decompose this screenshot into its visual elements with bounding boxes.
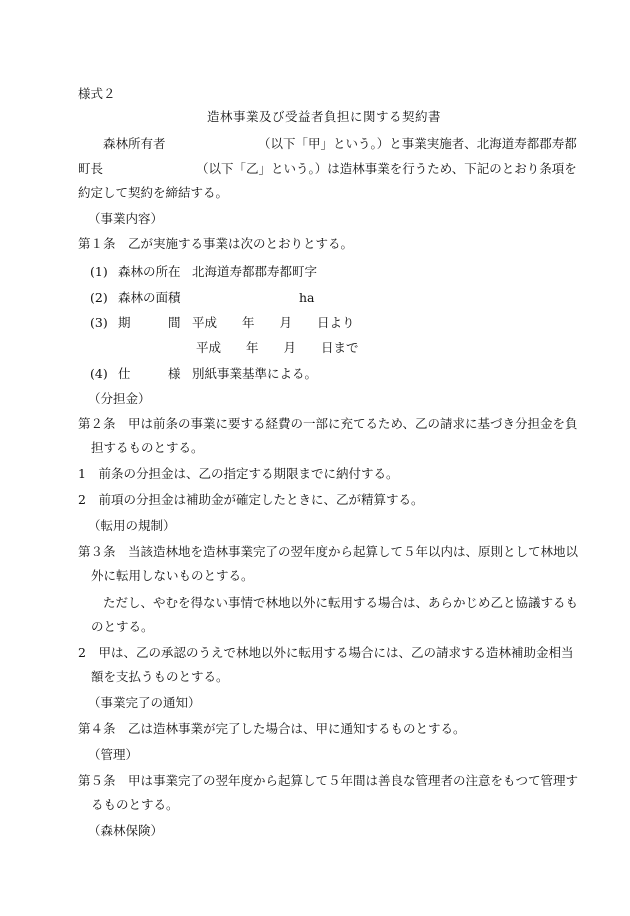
article-2-line: 担するものとする。	[91, 440, 204, 455]
paragraph: 2 前項の分担金は補助金が確定したときに、乙が精算する。	[78, 492, 424, 507]
item-label: 様	[168, 366, 181, 381]
item-unit: ha	[299, 290, 315, 305]
intro-line1-text: （以下「甲」という。）と事業実施者、北海道寿都郡寿都	[258, 136, 577, 151]
item-number: (1)	[90, 264, 108, 279]
item-label: 森林の所在	[118, 264, 181, 279]
item-label: 期	[118, 315, 131, 330]
article-2-line: 第２条 甲は前条の事業に要する経費の一部に充てるため、乙の請求に基づき分担金を負	[78, 416, 578, 431]
section-heading: （事業完了の通知）	[88, 695, 201, 710]
section-heading: （管理）	[88, 747, 139, 762]
section-heading: （事業内容）	[88, 211, 164, 226]
article-3-line: 外に転用しないものとする。	[91, 568, 254, 583]
section-heading: （転用の規制）	[88, 518, 176, 533]
article-5-line: 第５条 甲は事業完了の翌年度から起算して５年間は善良な管理者の注意をもつて管理す	[78, 773, 579, 788]
item-label: 間	[168, 315, 181, 330]
intro-line2-text: （以下「乙」という。）は造林事業を行うため、下記のとおり条項を	[196, 161, 577, 176]
item-label: 森林の面積	[118, 290, 181, 305]
section-heading: （森林保険）	[88, 823, 164, 838]
paragraph: 1 前条の分担金は、乙の指定する期限までに納付する。	[78, 466, 399, 481]
paragraph: 2 甲は、乙の承認のうえで林地以外に転用する場合には、乙の請求する造林補助金相当	[78, 645, 574, 660]
article-5-line: るものとする。	[91, 797, 179, 812]
article-3-line: ただし、やむを得ない事情で林地以外に転用する場合は、あらかじめ乙と協議するも	[103, 595, 579, 610]
paragraph: 額を支払うものとする。	[91, 669, 229, 684]
item-value: 平成 年 月 日より	[192, 315, 355, 330]
item-label: 仕	[118, 366, 131, 381]
item-value: 別紙事業基準による。	[192, 366, 318, 381]
intro-line3-text: 約定して契約を締結する。	[78, 185, 229, 200]
item-number: (2)	[90, 290, 108, 305]
item-number: (4)	[90, 366, 108, 381]
intro-mayor-label: 町長	[78, 161, 104, 176]
document-title: 造林事業及び受益者負担に関する契約書	[207, 109, 442, 124]
section-heading: （分担金）	[88, 391, 151, 406]
article-3-line: 第３条 当該造林地を造林事業完了の翌年度から起算して５年以内は、原則として林地以	[78, 544, 579, 559]
article-4: 第４条 乙は造林事業が完了した場合は、甲に通知するものとする。	[78, 721, 466, 736]
article-1: 第１条 乙が実施する事業は次のとおりとする。	[78, 236, 354, 251]
form-label: 様式２	[78, 86, 116, 101]
item-value: 北海道寿都郡寿都町字	[192, 264, 318, 279]
item-value: 平成 年 月 日まで	[196, 340, 359, 355]
item-number: (3)	[90, 315, 108, 330]
intro-owner-label: 森林所有者	[103, 136, 166, 151]
article-3-line: のとする。	[91, 619, 154, 634]
